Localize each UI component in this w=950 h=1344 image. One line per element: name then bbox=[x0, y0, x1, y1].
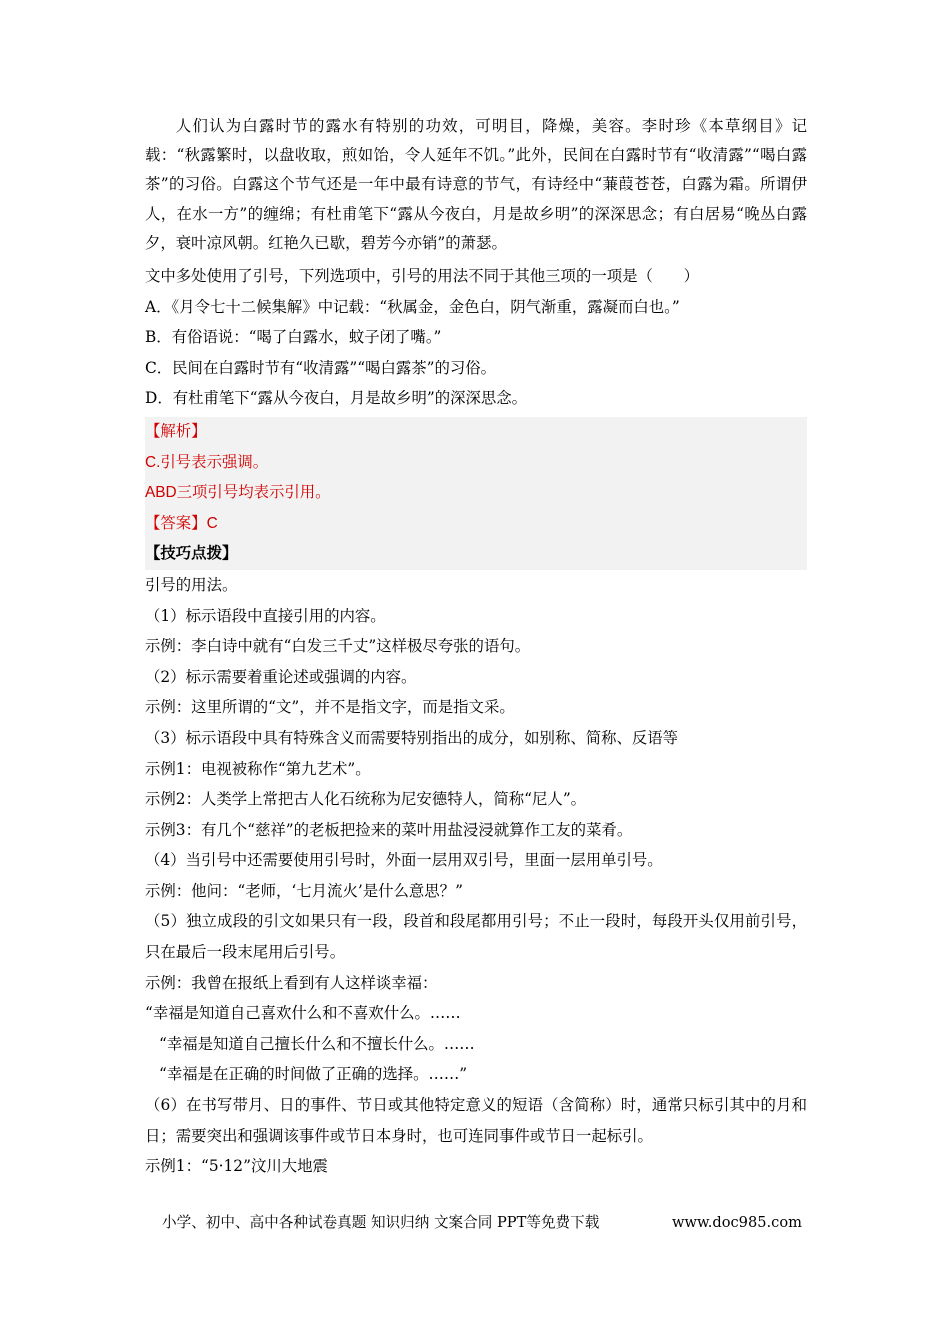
tips-intro: 引号的用法。 bbox=[145, 575, 238, 594]
tip-line: 示例3：有几个“慈祥”的老板把捡来的菜叶用盐浸浸就算作工友的菜肴。 bbox=[145, 820, 633, 839]
option-d: D．有杜甫笔下“露从今夜白，月是故乡明”的深深思念。 bbox=[145, 389, 528, 408]
option-c: C．民间在白露时节有“收清露”“喝白露茶”的习俗。 bbox=[145, 358, 497, 377]
footer-text: 小学、初中、高中各种试卷真题 知识归纳 文案合同 PPT等免费下载 bbox=[162, 1214, 600, 1231]
page-footer bbox=[162, 1212, 802, 1234]
tip-line: 示例：这里所谓的“文”，并不是指文字，而是指文采。 bbox=[145, 698, 515, 717]
rule-6-example: 示例1：“5·12”汶川大地震 bbox=[145, 1157, 328, 1176]
tip-heading: 【技巧点拨】 bbox=[145, 545, 238, 563]
tip-line: （3）标示语段中具有特殊含义而需要特别指出的成分，如别称、简称、反语等 bbox=[145, 728, 679, 747]
analysis-line-1: C.引号表示强调。 bbox=[145, 453, 269, 471]
answer-line: 【答案】C bbox=[145, 514, 218, 532]
tip-line: 示例2：人类学上常把古人化石统称为尼安德特人，简称“尼人”。 bbox=[145, 790, 587, 809]
analysis-label: 【解析】 bbox=[145, 422, 207, 440]
rule-5-example: 示例：我曾在报纸上看到有人这样谈幸福： bbox=[145, 973, 438, 992]
question-block bbox=[145, 261, 807, 414]
footer-site-link[interactable]: www.doc985.com bbox=[672, 1214, 802, 1231]
page-content bbox=[145, 112, 807, 1182]
analysis-line-2: ABD三项引号均表示引用。 bbox=[145, 484, 331, 502]
question-stem: 文中多处使用了引号，下列选项中，引号的用法不同于其他三项的一项是（ ） bbox=[145, 267, 700, 286]
option-b: B．有俗语说：“喝了白露水，蚊子闭了嘴。” bbox=[145, 328, 442, 347]
reading-passage bbox=[145, 112, 807, 258]
option-a: A．《月令七十二候集解》中记载：“秋属金，金色白，阴气渐重，露凝而白也。” bbox=[145, 297, 680, 316]
tip-line: （4）当引号中还需要使用引号时，外面一层用双引号，里面一层用单引号。 bbox=[145, 851, 663, 870]
tips-section bbox=[145, 570, 807, 1182]
quote-line: “幸福是知道自己喜欢什么和不喜欢什么。…… bbox=[145, 1004, 461, 1023]
analysis-box bbox=[145, 417, 807, 570]
rule-6: （6）在书写带月、日的事件、节日或其他特定意义的短语（含简称）时，通常只标引其中的月和日；需要突出和强调该事件或节日本身时，也可连同事件或节日一起标引。 bbox=[145, 1096, 807, 1145]
tip-line: 示例：他问：“老师，‘七月流火’是什么意思？” bbox=[145, 881, 463, 900]
quote-line: “幸福是知道自己擅长什么和不擅长什么。…… bbox=[159, 1034, 475, 1053]
quote-line: “幸福是在正确的时间做了正确的选择。……” bbox=[159, 1065, 468, 1084]
rule-5: （5）独立成段的引文如果只有一段，段首和段尾都用引号；不止一段时，每段开头仅用前引号，只在最后一段末尾用后引号。 bbox=[145, 912, 807, 962]
tip-line: （1）标示语段中直接引用的内容。 bbox=[145, 606, 386, 625]
tip-line: 示例：李白诗中就有“白发三千丈”这样极尽夸张的语句。 bbox=[145, 637, 531, 656]
passage-paragraph: 人们认为白露时节的露水有特别的功效，可明目，降燥，美容。李时珍《本草纲目》记载：“秋露繁时，以盘收取，煎如饴，令人延年不饥。”此外，民间在白露时节有“收清露”“喝白露茶”的习俗。白露这个节气还是一年中最有诗意的节气，有诗经中“蒹葭苍苍，白露为霜。所谓伊人，在水一方”的缠绵；有杜甫笔下“露从今夜白，月是故乡明”的深深思念；有白居易“晚丛白露夕，衰叶凉风朝。红艳久已歇，碧芳今亦销”的萧瑟。 bbox=[145, 117, 807, 252]
tip-line: （2）标示需要着重论述或强调的内容。 bbox=[145, 667, 417, 686]
tip-line: 示例1：电视被称作“第九艺术”。 bbox=[145, 759, 371, 778]
